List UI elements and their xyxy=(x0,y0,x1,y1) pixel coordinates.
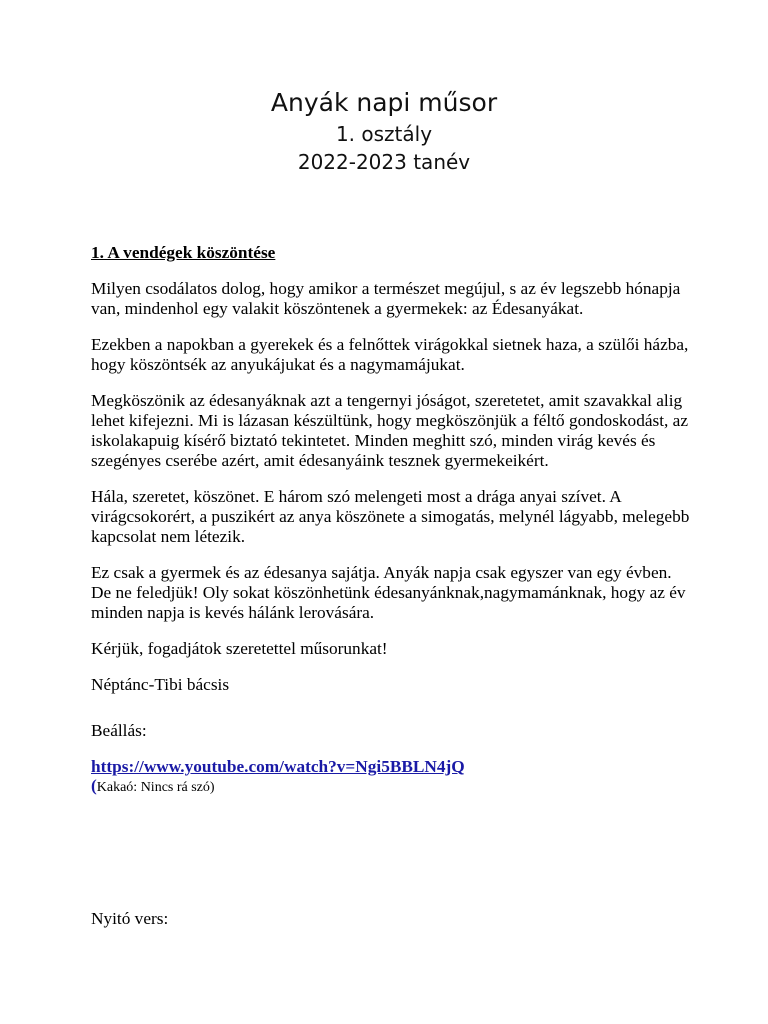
youtube-link[interactable]: https://www.youtube.com/watch?v=Ngi5BBLN4jQ xyxy=(91,757,465,776)
paragraph: Kérjük, fogadjátok szeretettel műsorunkat! xyxy=(91,639,388,658)
note-text: Kakaó: Nincs rá szó) xyxy=(96,780,215,795)
document-body xyxy=(91,243,691,797)
note-paren: ( xyxy=(91,776,97,795)
school-year: 2022-2023 tanév xyxy=(297,150,471,174)
nyito-vers-label: Nyitó vers: xyxy=(91,909,169,928)
paragraph: Ezekben a napokban a gyerekek és a felnőttek virágokkal sietnek haza, a szülői házba, hogy köszöntsék az anyukájukat és a nagymamájukat. xyxy=(91,335,689,374)
paragraph: Ez csak a gyermek és az édesanya sajátja. Anyák napja csak egyszer van egy évben. De ne feledjük! Oly sokat köszönhetünk édesanyánknak,nagymamánknak, hogy az év minden napja is kevés hálánk lerovására. xyxy=(91,563,686,622)
paragraph: Hála, szeretet, köszönet. E három szó melengeti most a drága anyai szívet. A virágcsokorért, a puszikért az anya köszönete a simogatás, melynél lágyabb, melegebb kapcsolat nem létezik. xyxy=(91,487,690,546)
youtube-link-row xyxy=(91,757,691,777)
document-title: Anyák napi műsor xyxy=(270,88,498,117)
note-line xyxy=(91,777,691,797)
beallas-label: Beállás: xyxy=(91,721,147,740)
paragraph: Milyen csodálatos dolog, hogy amikor a természet megújul, s az év legszebb hónapja van, mindenhol egy valakit köszöntenek a gyermekek: az Édesanyákat. xyxy=(91,279,681,318)
section-heading: 1. A vendégek köszöntése xyxy=(91,243,276,262)
paragraph: Megköszönik az édesanyáknak azt a tengernyi jóságot, szeretetet, amit szavakkal alig lehet kifejezni. Mi is lázasan készültünk, hogy megköszönjük a féltő gondoskodást, az iskolakapuig kísérő biztató tekintetet. Minden meghitt szó, minden virág kevés és szegényes cserébe azért, amit édesanyáink tesznek gyermekeikért. xyxy=(91,391,689,470)
neptanc-line: Néptánc-Tibi bácsis xyxy=(91,675,230,694)
title-block xyxy=(0,86,768,176)
class-label: 1. osztály xyxy=(335,122,433,146)
